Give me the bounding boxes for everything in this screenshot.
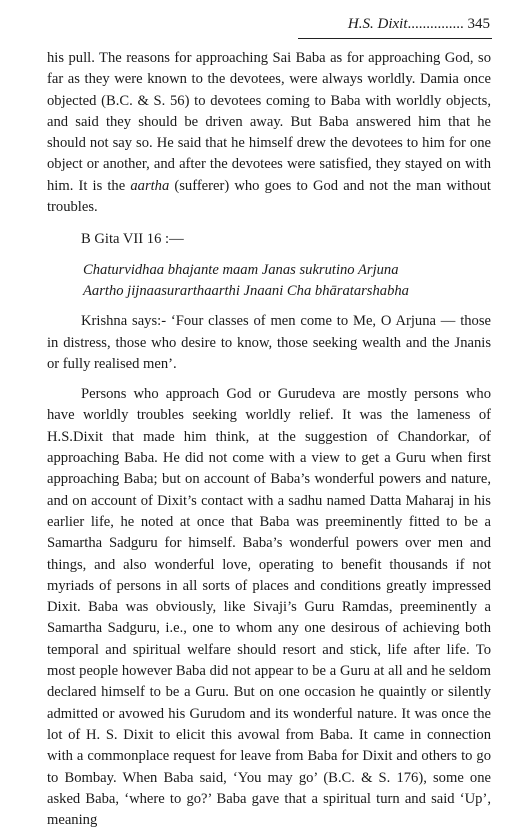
italic-term: aartha <box>130 177 170 194</box>
paragraph-continued <box>47 48 491 218</box>
running-head-title: H.S. Dixit <box>347 16 408 32</box>
gita-reference: B Gita VII 16 :— <box>81 231 184 248</box>
running-head <box>300 15 490 33</box>
paragraph-krishna: Krishna says:- ‘Four classes of men come to Me, O Arjuna — those in distress, those who desire to know, those seeking wealth and the Jnanis or fully realised men’. <box>47 313 491 372</box>
paragraph-main: Persons who approach God or Gurudeva are mostly persons who have worldly troubles seeking worldly relief. It was the lameness of H.S.Dixit that made him think, at the suggestion of Chandorkar, of approaching Baba. He did not come with a view to get a Guru when first approaching Baba; but on account of Baba’s wonderful powers and nature, and on account of Dixit’s contact with a sadhu named Datta Maharaj in his earlier life, he noted at once that Baba was preeminently fitted to be a Samartha Sadguru for himself. Baba’s wonderful powers over men and things, and also wonderful love, operating to benefit thousands if not myriads of persons in all sorts of places and conditions greatly impressed Dixit. Baba was obviously, like Sivaji’s Guru Ramdas, preeminently a Samartha Sadguru, i.e., one to whom any one desirous of achieving both temporal and spiritual welfare should resort and stick, life after life. To most people however Baba did not appear to be a Guru at all and he seldom declared himself to be a Guru. But on one occasion he quaintly or silently admitted or avowed his Gurudom and its wonderful nature. It was once the lot of H. S. Dixit to elicit this avowal from Baba. It came in connection with a commonplace request for leave from Baba for Dixit and others to go to Bombay. When Baba said, ‘You may go’ (B.C. & S. 176), some one asked Baba, ‘where to go?’ Baba gave that a spiritual turn and said ‘Up’, meaning <box>47 386 491 829</box>
paragraph-text-end: (sufferer) who goes to God and not the man without troubles. <box>47 177 491 216</box>
header-rule <box>298 38 492 39</box>
verse-line: Aartho jijnaasurarthaarthi Jnaani Cha bhāratarshabha <box>83 282 409 299</box>
body-text <box>47 48 491 831</box>
page-number: 345 <box>467 16 490 32</box>
sanskrit-verse <box>83 260 491 303</box>
verse-line: Chaturvidhaa bhajante maam Janas sukrutino Arjuna <box>83 261 399 278</box>
leader-dots: ............... <box>407 16 464 32</box>
paragraph-text: his pull. The reasons for approaching Sai Baba as for approaching God, so far as they were known to the devotees, were always worldly. Damia once objected (B.C. & S. 56) to devotees coming to Baba with worldly objects, and said they should be driven away. But Baba answered him that he should not say so. He said that he himself drew the devotees to him for one object or another, and after the devotees were satisfied, they stayed on with him. It is the <box>47 50 491 194</box>
